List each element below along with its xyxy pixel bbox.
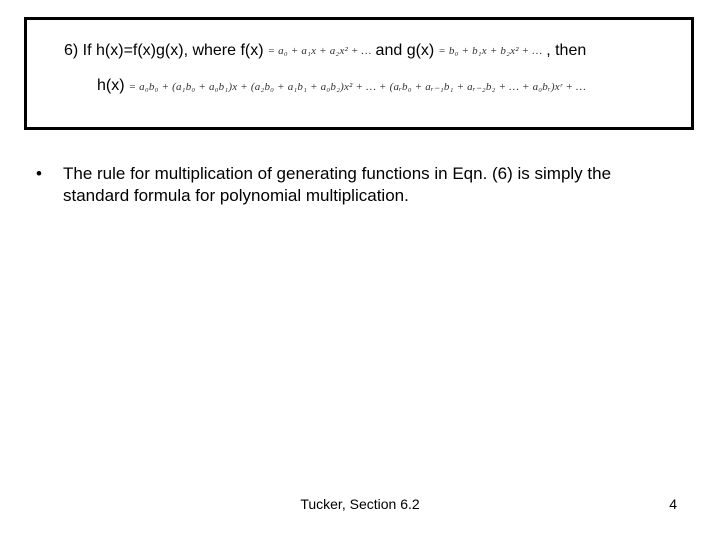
h-label: h(x) [97, 77, 125, 94]
bullet-text: The rule for multiplication of generating functions in Eqn. (6) is simply the standard formula for polynomial multiplication. [63, 164, 612, 205]
footer-source: Tucker, Section 6.2 [300, 496, 420, 512]
theorem-prefix: 6) If h(x)=f(x)g(x), where f(x) [64, 42, 264, 59]
f-series-formula: = a₀ + a₁x + a₂x² + … [267, 45, 372, 57]
g-series-formula: = b₀ + b₁x + b₂x² + … [438, 45, 543, 57]
and-g-label: and g(x) [375, 42, 435, 59]
theorem-box [24, 17, 694, 130]
h-series-formula: = a₀b₀ + (a₁b₀ + a₀b₁)x + (a₂b₀ + a₁b₁ + a₀b₂)x² + … + (aᵣb₀ + aᵣ₋₁b₁ + aᵣ₋₂b₂ + … + a₀bᵣ)xʳ + … [128, 80, 586, 93]
page-number: 4 [669, 496, 677, 512]
bullet-point [36, 163, 636, 207]
theorem-line-1 [64, 42, 586, 60]
then-label: , then [546, 42, 587, 59]
bullet-icon: • [36, 164, 42, 183]
theorem-line-2 [97, 77, 590, 95]
